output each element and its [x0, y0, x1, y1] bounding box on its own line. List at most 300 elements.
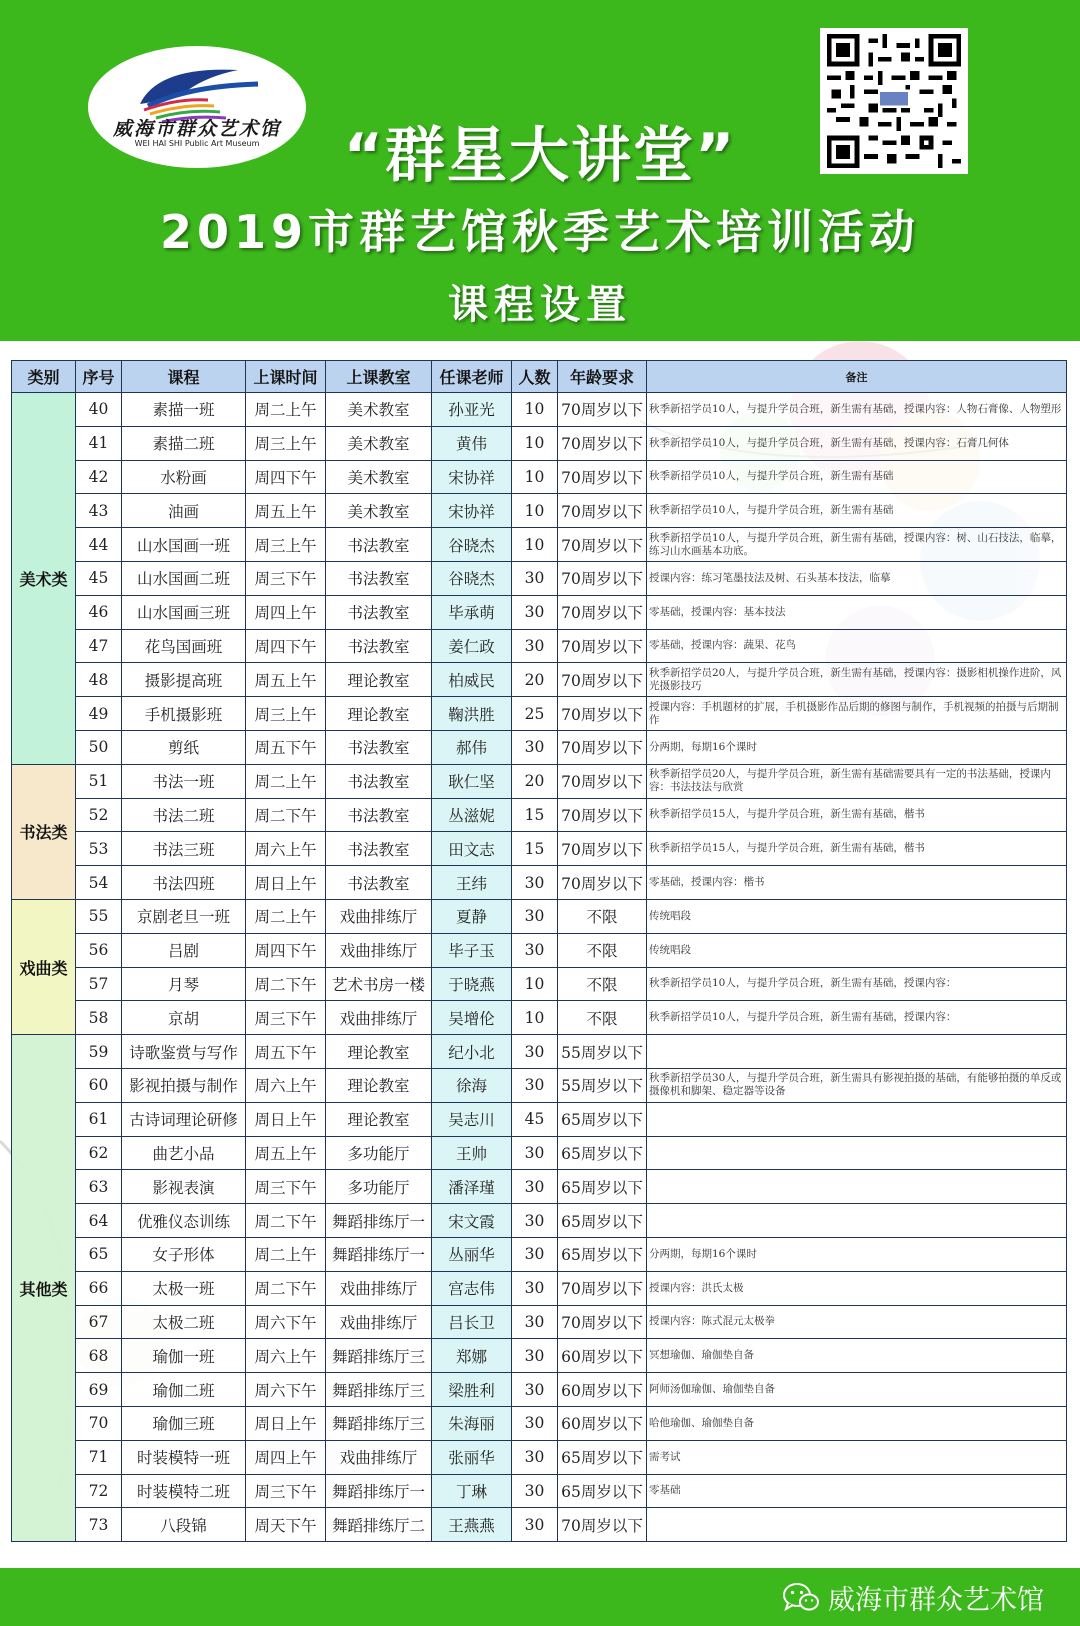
classroom: 多功能厅 — [326, 1136, 432, 1170]
row-number: 66 — [76, 1271, 122, 1305]
row-number: 49 — [76, 697, 122, 731]
course-name: 太极一班 — [122, 1271, 246, 1305]
teacher-name: 姜仁政 — [432, 629, 512, 663]
age-requirement: 70周岁以下 — [558, 426, 647, 460]
note: 传统唱段 — [647, 899, 1067, 933]
row-number: 47 — [76, 629, 122, 663]
teacher-name: 田文志 — [432, 832, 512, 866]
course-table — [11, 360, 1067, 1542]
class-time: 周二上午 — [246, 1237, 326, 1271]
teacher-name: 柏威民 — [432, 663, 512, 697]
course-table-body — [12, 393, 1067, 1542]
age-requirement: 不限 — [558, 1001, 647, 1035]
student-count: 30 — [512, 1136, 558, 1170]
teacher-name: 郑娜 — [432, 1339, 512, 1373]
teacher-name: 于晓燕 — [432, 967, 512, 1001]
classroom: 理论教室 — [326, 697, 432, 731]
class-time: 周三下午 — [246, 1170, 326, 1204]
class-time: 周二下午 — [246, 798, 326, 832]
teacher-name: 徐海 — [432, 1068, 512, 1102]
note: 秋季新招学员20人，与提升学员合班，新生需有基础需要具有一定的书法基础，授课内容：书法技法与欣赏 — [647, 764, 1067, 798]
student-count: 15 — [512, 832, 558, 866]
header-category: 类别 — [12, 361, 76, 393]
age-requirement: 60周岁以下 — [558, 1373, 647, 1407]
class-time: 周四下午 — [246, 933, 326, 967]
note: 秋季新招学员10人，与提升学员合班，新生需有基础 — [647, 460, 1067, 494]
classroom: 美术教室 — [326, 494, 432, 528]
age-requirement: 70周岁以下 — [558, 832, 647, 866]
row-number: 40 — [76, 393, 122, 427]
header-note: 备注 — [647, 361, 1067, 393]
row-number: 65 — [76, 1237, 122, 1271]
class-time: 周日上午 — [246, 1102, 326, 1136]
class-time: 周四下午 — [246, 629, 326, 663]
student-count: 30 — [512, 1373, 558, 1407]
table-row — [12, 933, 1067, 967]
note: 秋季新招学员30人，与提升学员合班，新生需具有影视拍摄的基础，有能够拍摄的单反或摄像机和脚架、稳定器等设备 — [647, 1068, 1067, 1102]
teacher-name: 毕子玉 — [432, 933, 512, 967]
table-row — [12, 1068, 1067, 1102]
table-row — [12, 866, 1067, 900]
note: 阿师汤伽瑜伽、瑜伽垫自备 — [647, 1373, 1067, 1407]
course-name: 水粉画 — [122, 460, 246, 494]
class-time: 周六上午 — [246, 1339, 326, 1373]
age-requirement: 70周岁以下 — [558, 393, 647, 427]
age-requirement: 65周岁以下 — [558, 1102, 647, 1136]
teacher-name: 梁胜利 — [432, 1373, 512, 1407]
table-row — [12, 494, 1067, 528]
classroom: 多功能厅 — [326, 1170, 432, 1204]
row-number: 63 — [76, 1170, 122, 1204]
row-number: 44 — [76, 528, 122, 562]
table-row — [12, 899, 1067, 933]
student-count: 30 — [512, 899, 558, 933]
age-requirement: 60周岁以下 — [558, 1406, 647, 1440]
age-requirement: 不限 — [558, 899, 647, 933]
age-requirement: 70周岁以下 — [558, 460, 647, 494]
course-name: 山水国画三班 — [122, 595, 246, 629]
age-requirement: 70周岁以下 — [558, 494, 647, 528]
student-count: 30 — [512, 1170, 558, 1204]
classroom: 舞蹈排练厅一 — [326, 1237, 432, 1271]
logo-name-en: WEI HAI SHI Public Art Museum — [134, 139, 260, 148]
row-number: 70 — [76, 1406, 122, 1440]
header-course: 课程 — [122, 361, 246, 393]
classroom: 书法教室 — [326, 798, 432, 832]
classroom: 舞蹈排练厅一 — [326, 1204, 432, 1238]
class-time: 周三上午 — [246, 528, 326, 562]
classroom: 书法教室 — [326, 629, 432, 663]
note: 零基础，授课内容：基本技法 — [647, 595, 1067, 629]
teacher-name: 宋协祥 — [432, 494, 512, 528]
classroom: 舞蹈排练厅三 — [326, 1373, 432, 1407]
teacher-name: 吕长卫 — [432, 1305, 512, 1339]
row-number: 57 — [76, 967, 122, 1001]
classroom: 理论教室 — [326, 1102, 432, 1136]
table-row — [12, 1474, 1067, 1508]
classroom: 舞蹈排练厅二 — [326, 1508, 432, 1542]
course-name: 山水国画一班 — [122, 528, 246, 562]
row-number: 62 — [76, 1136, 122, 1170]
row-number: 52 — [76, 798, 122, 832]
category-cell: 其他类 — [12, 1035, 76, 1542]
table-row — [12, 1508, 1067, 1542]
note: 分两期，每期16个课时 — [647, 1237, 1067, 1271]
student-count: 30 — [512, 1068, 558, 1102]
age-requirement: 65周岁以下 — [558, 1474, 647, 1508]
table-header-row — [12, 361, 1067, 393]
teacher-name: 宋文霞 — [432, 1204, 512, 1238]
class-time: 周六上午 — [246, 832, 326, 866]
classroom: 戏曲排练厅 — [326, 933, 432, 967]
class-time: 周三上午 — [246, 426, 326, 460]
classroom: 书法教室 — [326, 528, 432, 562]
student-count: 30 — [512, 595, 558, 629]
class-time: 周二下午 — [246, 1271, 326, 1305]
student-count: 30 — [512, 1305, 558, 1339]
note: 冥想瑜伽、瑜伽垫自备 — [647, 1339, 1067, 1373]
course-name: 书法三班 — [122, 832, 246, 866]
teacher-name: 郝伟 — [432, 730, 512, 764]
table-row — [12, 967, 1067, 1001]
class-time: 周日上午 — [246, 866, 326, 900]
teacher-name: 王帅 — [432, 1136, 512, 1170]
note: 分两期，每期16个课时 — [647, 730, 1067, 764]
classroom: 书法教室 — [326, 866, 432, 900]
table-row — [12, 1102, 1067, 1136]
row-number: 68 — [76, 1339, 122, 1373]
row-number: 50 — [76, 730, 122, 764]
student-count: 10 — [512, 528, 558, 562]
teacher-name: 王燕燕 — [432, 1508, 512, 1542]
note: 需考试 — [647, 1440, 1067, 1474]
course-name: 瑜伽三班 — [122, 1406, 246, 1440]
classroom: 书法教室 — [326, 561, 432, 595]
student-count: 30 — [512, 561, 558, 595]
course-name: 书法一班 — [122, 764, 246, 798]
row-number: 59 — [76, 1035, 122, 1069]
class-time: 周三下午 — [246, 1474, 326, 1508]
age-requirement: 70周岁以下 — [558, 561, 647, 595]
header-age: 年龄要求 — [558, 361, 647, 393]
student-count: 10 — [512, 460, 558, 494]
age-requirement: 60周岁以下 — [558, 1339, 647, 1373]
student-count: 30 — [512, 1406, 558, 1440]
row-number: 45 — [76, 561, 122, 595]
student-count: 30 — [512, 1474, 558, 1508]
table-row — [12, 697, 1067, 731]
course-name: 京胡 — [122, 1001, 246, 1035]
age-requirement: 不限 — [558, 967, 647, 1001]
class-time: 周二下午 — [246, 1204, 326, 1238]
table-row — [12, 1440, 1067, 1474]
table-row — [12, 1237, 1067, 1271]
class-time: 周二下午 — [246, 967, 326, 1001]
student-count: 10 — [512, 426, 558, 460]
student-count: 30 — [512, 1271, 558, 1305]
note: 哈他瑜伽、瑜伽垫自备 — [647, 1406, 1067, 1440]
teacher-name: 潘泽瑾 — [432, 1170, 512, 1204]
student-count: 10 — [512, 1001, 558, 1035]
table-row — [12, 1170, 1067, 1204]
class-time: 周三下午 — [246, 561, 326, 595]
course-name: 古诗词理论研修 — [122, 1102, 246, 1136]
student-count: 15 — [512, 798, 558, 832]
table-row — [12, 393, 1067, 427]
teacher-name: 丁琳 — [432, 1474, 512, 1508]
teacher-name: 张丽华 — [432, 1440, 512, 1474]
age-requirement: 65周岁以下 — [558, 1170, 647, 1204]
classroom: 戏曲排练厅 — [326, 1305, 432, 1339]
table-row — [12, 561, 1067, 595]
class-time: 周三上午 — [246, 697, 326, 731]
age-requirement: 70周岁以下 — [558, 798, 647, 832]
table-row — [12, 1271, 1067, 1305]
table-row — [12, 764, 1067, 798]
age-requirement: 70周岁以下 — [558, 866, 647, 900]
classroom: 书法教室 — [326, 832, 432, 866]
teacher-name: 鞠洪胜 — [432, 697, 512, 731]
note: 授课内容：手机题材的扩展，手机摄影作品后期的修图与制作，手机视频的拍摄与后期制作 — [647, 697, 1067, 731]
classroom: 舞蹈排练厅三 — [326, 1339, 432, 1373]
classroom: 戏曲排练厅 — [326, 1440, 432, 1474]
classroom: 舞蹈排练厅三 — [326, 1406, 432, 1440]
table-row — [12, 528, 1067, 562]
classroom: 美术教室 — [326, 426, 432, 460]
table-row — [12, 1035, 1067, 1069]
table-row — [12, 595, 1067, 629]
teacher-name: 宫志伟 — [432, 1271, 512, 1305]
course-name: 素描二班 — [122, 426, 246, 460]
student-count: 30 — [512, 1237, 558, 1271]
table-row — [12, 426, 1067, 460]
note: 秋季新招学员10人，与提升学员合班，新生需有基础，授课内容： — [647, 967, 1067, 1001]
header-count: 人数 — [512, 361, 558, 393]
table-row — [12, 730, 1067, 764]
teacher-name: 耿仁坚 — [432, 764, 512, 798]
age-requirement: 70周岁以下 — [558, 663, 647, 697]
age-requirement: 70周岁以下 — [558, 730, 647, 764]
note — [647, 1035, 1067, 1069]
age-requirement: 70周岁以下 — [558, 1508, 647, 1542]
class-time: 周二上午 — [246, 393, 326, 427]
note: 秋季新招学员10人，与提升学员合班，新生需有基础，授课内容：石膏几何体 — [647, 426, 1067, 460]
class-time: 周二上午 — [246, 764, 326, 798]
classroom: 书法教室 — [326, 764, 432, 798]
note: 传统唱段 — [647, 933, 1067, 967]
course-name: 瑜伽一班 — [122, 1339, 246, 1373]
note: 授课内容：练习笔墨技法及树、石头基本技法，临摹 — [647, 561, 1067, 595]
course-name: 时装模特二班 — [122, 1474, 246, 1508]
class-time: 周三下午 — [246, 1001, 326, 1035]
table-row — [12, 1305, 1067, 1339]
teacher-name: 夏静 — [432, 899, 512, 933]
course-name: 瑜伽二班 — [122, 1373, 246, 1407]
row-number: 54 — [76, 866, 122, 900]
header-time: 上课时间 — [246, 361, 326, 393]
table-row — [12, 663, 1067, 697]
teacher-name: 吴增伦 — [432, 1001, 512, 1035]
note — [647, 1102, 1067, 1136]
age-requirement: 65周岁以下 — [558, 1204, 647, 1238]
table-row — [12, 1339, 1067, 1373]
event-title: 2019市群艺馆秋季艺术培训活动 — [159, 205, 921, 259]
teacher-name: 谷晓杰 — [432, 561, 512, 595]
course-name: 剪纸 — [122, 730, 246, 764]
course-name: 书法四班 — [122, 866, 246, 900]
student-count: 30 — [512, 730, 558, 764]
student-count: 20 — [512, 764, 558, 798]
footer-brand — [782, 1578, 1044, 1617]
header-banner — [0, 0, 1080, 341]
classroom: 戏曲排练厅 — [326, 1271, 432, 1305]
teacher-name: 王纬 — [432, 866, 512, 900]
classroom: 艺术书房一楼 — [326, 967, 432, 1001]
student-count: 10 — [512, 494, 558, 528]
row-number: 48 — [76, 663, 122, 697]
row-number: 42 — [76, 460, 122, 494]
logo-name-cn: 威海市群众艺术馆 — [112, 118, 281, 140]
class-time: 周天下午 — [246, 1508, 326, 1542]
row-number: 43 — [76, 494, 122, 528]
age-requirement: 不限 — [558, 933, 647, 967]
course-name: 太极二班 — [122, 1305, 246, 1339]
classroom: 戏曲排练厅 — [326, 899, 432, 933]
row-number: 56 — [76, 933, 122, 967]
classroom: 理论教室 — [326, 1035, 432, 1069]
class-time: 周五下午 — [246, 1035, 326, 1069]
teacher-name: 宋协祥 — [432, 460, 512, 494]
course-name: 影视拍摄与制作 — [122, 1068, 246, 1102]
table-row — [12, 1001, 1067, 1035]
teacher-name: 纪小北 — [432, 1035, 512, 1069]
row-number: 61 — [76, 1102, 122, 1136]
course-name: 曲艺小品 — [122, 1136, 246, 1170]
course-name: 书法二班 — [122, 798, 246, 832]
class-time: 周五上午 — [246, 494, 326, 528]
table-row — [12, 1373, 1067, 1407]
age-requirement: 70周岁以下 — [558, 595, 647, 629]
course-name: 吕剧 — [122, 933, 246, 967]
age-requirement: 55周岁以下 — [558, 1068, 647, 1102]
header-teacher: 任课老师 — [432, 361, 512, 393]
classroom: 书法教室 — [326, 730, 432, 764]
classroom: 戏曲排练厅 — [326, 1001, 432, 1035]
course-name: 手机摄影班 — [122, 697, 246, 731]
student-count: 30 — [512, 1035, 558, 1069]
row-number: 73 — [76, 1508, 122, 1542]
note: 零基础 — [647, 1474, 1067, 1508]
class-time: 周四上午 — [246, 595, 326, 629]
section-title: 课程设置 — [448, 282, 632, 328]
main-title: “群星大讲堂” — [343, 121, 737, 191]
row-number: 69 — [76, 1373, 122, 1407]
teacher-name: 朱海丽 — [432, 1406, 512, 1440]
classroom: 书法教室 — [326, 595, 432, 629]
class-time: 周五上午 — [246, 1136, 326, 1170]
course-name: 女子形体 — [122, 1237, 246, 1271]
footer-brand-name: 威海市群众艺术馆 — [828, 1585, 1044, 1616]
category-cell: 书法类 — [12, 764, 76, 899]
student-count: 10 — [512, 967, 558, 1001]
student-count: 45 — [512, 1102, 558, 1136]
age-requirement: 65周岁以下 — [558, 1237, 647, 1271]
course-name: 山水国画二班 — [122, 561, 246, 595]
row-number: 60 — [76, 1068, 122, 1102]
note: 零基础，授课内容：楷书 — [647, 866, 1067, 900]
classroom: 理论教室 — [326, 663, 432, 697]
teacher-name: 谷晓杰 — [432, 528, 512, 562]
teacher-name: 孙亚光 — [432, 393, 512, 427]
course-name: 时装模特一班 — [122, 1440, 246, 1474]
row-number: 67 — [76, 1305, 122, 1339]
course-name: 花鸟国画班 — [122, 629, 246, 663]
table-row — [12, 629, 1067, 663]
course-name: 素描一班 — [122, 393, 246, 427]
wechat-icon — [782, 1581, 820, 1615]
row-number: 46 — [76, 595, 122, 629]
class-time: 周二上午 — [246, 899, 326, 933]
class-time: 周日上午 — [246, 1406, 326, 1440]
note: 秋季新招学员15人，与提升学员合班，新生需有基础，楷书 — [647, 832, 1067, 866]
age-requirement: 65周岁以下 — [558, 1440, 647, 1474]
note: 秋季新招学员20人，与提升学员合班，新生需有基础，授课内容：摄影相机操作进阶，风光摄影技巧 — [647, 663, 1067, 697]
row-number: 71 — [76, 1440, 122, 1474]
course-name: 优雅仪态训练 — [122, 1204, 246, 1238]
class-time: 周六下午 — [246, 1305, 326, 1339]
class-time: 周六上午 — [246, 1068, 326, 1102]
classroom: 美术教室 — [326, 393, 432, 427]
class-time: 周五下午 — [246, 730, 326, 764]
table-row — [12, 1136, 1067, 1170]
note: 秋季新招学员10人，与提升学员合班，新生需有基础，授课内容： — [647, 1001, 1067, 1035]
age-requirement: 65周岁以下 — [558, 1136, 647, 1170]
note — [647, 1136, 1067, 1170]
course-name: 京剧老旦一班 — [122, 899, 246, 933]
row-number: 72 — [76, 1474, 122, 1508]
class-time: 周四下午 — [246, 460, 326, 494]
age-requirement: 70周岁以下 — [558, 528, 647, 562]
classroom: 美术教室 — [326, 460, 432, 494]
course-name: 摄影提高班 — [122, 663, 246, 697]
table-row — [12, 1406, 1067, 1440]
row-number: 51 — [76, 764, 122, 798]
student-count: 30 — [512, 629, 558, 663]
age-requirement: 70周岁以下 — [558, 764, 647, 798]
row-number: 64 — [76, 1204, 122, 1238]
age-requirement: 70周岁以下 — [558, 1305, 647, 1339]
age-requirement: 55周岁以下 — [558, 1035, 647, 1069]
age-requirement: 70周岁以下 — [558, 697, 647, 731]
student-count: 25 — [512, 697, 558, 731]
category-cell: 戏曲类 — [12, 899, 76, 1034]
note — [647, 1204, 1067, 1238]
teacher-name: 丛丽华 — [432, 1237, 512, 1271]
student-count: 30 — [512, 1508, 558, 1542]
row-number: 41 — [76, 426, 122, 460]
note: 秋季新招学员10人，与提升学员合班，新生需有基础 — [647, 494, 1067, 528]
header-room: 上课教室 — [326, 361, 432, 393]
note — [647, 1508, 1067, 1542]
student-count: 30 — [512, 1204, 558, 1238]
classroom: 舞蹈排练厅一 — [326, 1474, 432, 1508]
class-time: 周四上午 — [246, 1440, 326, 1474]
student-count: 20 — [512, 663, 558, 697]
student-count: 30 — [512, 866, 558, 900]
footer-banner — [0, 1568, 1080, 1626]
age-requirement: 70周岁以下 — [558, 1271, 647, 1305]
teacher-name: 丛滋妮 — [432, 798, 512, 832]
